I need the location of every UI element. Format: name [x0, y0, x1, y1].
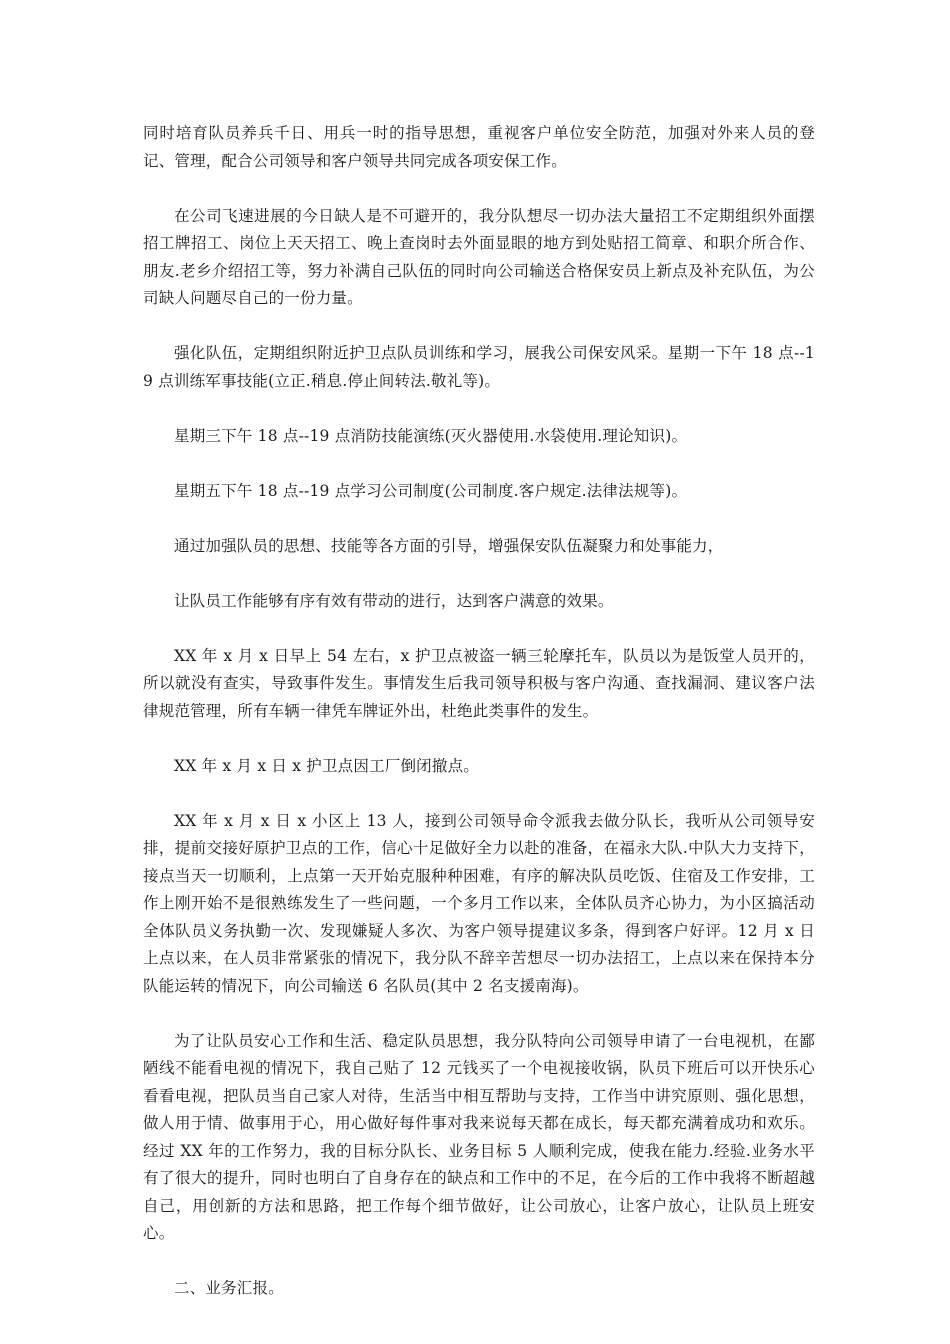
paragraph-3: 强化队伍，定期组织附近护卫点队员训练和学习，展我公司保安风采。星期一下午 18 点--19 点训练军事技能(立正.稍息.停止间转法.敬礼等)。 — [143, 344, 815, 390]
paragraph-4: 星期三下午 18 点--19 点消防技能演练(灭火器使用.水袋使用.理论知识)。 — [174, 426, 688, 445]
paragraph-2: 在公司飞速进展的今日缺人是不可避开的，我分队想尽一切办法大量招工不定期组织外面摆招工牌招工、岗位上天天招工、晚上查岗时去外面显眼的地方到处贴招工简章、和职介所合作、朋友.老乡介绍招工等，努力补满自己队伍的同时向公司输送合格保安员上新点及补充队伍，为公司缺人问题尽自己的一份力量。 — [143, 206, 815, 307]
paragraph-9: XX 年 x 月 x 日 x 护卫点因工厂倒闭撤点。 — [174, 756, 479, 775]
section-heading: 二、业务汇报。 — [174, 1279, 284, 1297]
paragraph-1: 同时培育队员养兵千日、用兵一时的指导思想，重视客户单位安全防范，加强对外来人员的登记、管理，配合公司领导和客户领导共同完成各项安保工作。 — [143, 124, 815, 170]
paragraph-7: 让队员工作能够有序有效有带动的进行，达到客户满意的效果。 — [174, 591, 614, 610]
paragraph-5: 星期五下午 18 点--19 点学习公司制度(公司制度.客户规定.法律法规等)。 — [174, 481, 688, 500]
document-body — [143, 120, 815, 1330]
paragraph-10: XX 年 x 月 x 日 x 小区上 13 人，接到公司领导命令派我去做分队长，我听从公司领导安排，提前交接好原护卫点的工作，信心十足做好全力以赴的准备，在福永大队.中队大力支持下，接点当天一切顺利，上点第一天开始克服种种困难，有序的解决队员吃饭、住宿及工作安排，工作上刚开始不是很熟练发生了一些问题，一个多月工作以来，全体队员齐心协力，为小区搞活动全体队员义务执勤一次、发现嫌疑人多次、为客户领导提建议多条，得到客户好评。12 月 x 日上点以来，在人员非常紧张的情况下，我分队不辞辛苦想尽一切办法招工，上点以来在保持本分队能运转的情况下，向公司输送 6 名队员(其中 2 名支援南海)。 — [143, 811, 815, 995]
paragraph-8: XX 年 x 月 x 日早上 54 左右，x 护卫点被盗一辆三轮摩托车，队员以为是饭堂人员开的，所以就没有查实，导致事件发生。事情发生后我司领导积极与客户沟通、查找漏洞、建议客户法律规范管理，所有车辆一律凭车牌证外出，杜绝此类事件的发生。 — [143, 646, 815, 720]
paragraph-6: 通过加强队员的思想、技能等各方面的引导，增强保安队伍凝聚力和处事能力， — [174, 536, 724, 555]
paragraph-11: 为了让队员安心工作和生活、稳定队员思想，我分队特向公司领导申请了一台电视机，在鄙陋线不能看电视的情况下，我自己贴了 12 元钱买了一个电视接收锅，队员下班后可以开快乐心看看电视，把队员当自己家人对待，生活当中相互帮助与支持，工作当中讲究原则、强化思想，做人用于情、做事用于心，用心做好每件事对我来说每天都在成长，每天都充满着成功和欢乐。经过 XX 年的工作努力，我的目标分队长、业务目标 5 人顺利完成，使我在能力.经验.业务水平有了很大的提升，同时也明白了自身存在的缺点和工作中的不足，在今后的工作中我将不断超越自己，用创新的方法和思路，把工作每个细节做好，让公司放心，让客户放心，让队员上班安心。 — [143, 1031, 815, 1242]
